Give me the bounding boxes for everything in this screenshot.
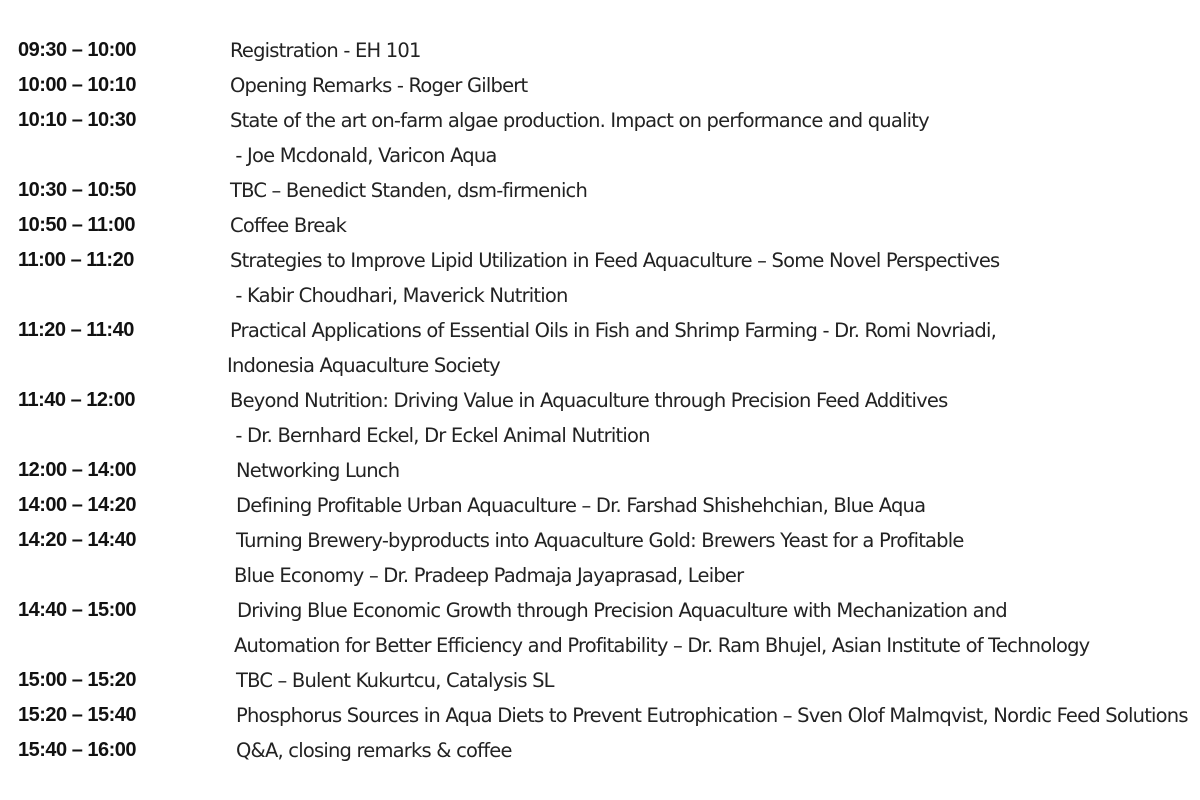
agenda-time: 11:40 – 12:00 <box>18 389 135 411</box>
agenda-session-continuation: Blue Economy – Dr. Pradeep Padmaja Jayaprasad, Leiber <box>234 564 744 587</box>
agenda-session-continuation: - Joe Mcdonald, Varicon Aqua <box>230 144 497 167</box>
agenda-session-title: Strategies to Improve Lipid Utilization in Feed Aquaculture – Some Novel Perspectives <box>230 249 1000 272</box>
agenda-session-title: Registration - EH 101 <box>230 39 421 62</box>
agenda-session-title: Practical Applications of Essential Oils in Fish and Shrimp Farming - Dr. Romi Novriadi, <box>230 319 996 342</box>
agenda-time: 09:30 – 10:00 <box>18 39 137 61</box>
agenda-session-title: State of the art on-farm algae production. Impact on performance and quality <box>230 109 929 132</box>
agenda-time: 10:50 – 11:00 <box>18 214 135 236</box>
agenda-time: 10:00 – 10:10 <box>18 74 137 96</box>
agenda-time: 14:40 – 15:00 <box>18 599 137 621</box>
agenda-time: 10:30 – 10:50 <box>18 179 137 201</box>
agenda-time: 10:10 – 10:30 <box>18 109 137 131</box>
agenda-session-title: Coffee Break <box>230 214 347 237</box>
agenda-session-title: Q&A, closing remarks & coffee <box>236 739 512 762</box>
agenda-session-continuation: Automation for Better Efficiency and Profitability – Dr. Ram Bhujel, Asian Institute of Technology <box>234 634 1090 657</box>
agenda-time: 14:00 – 14:20 <box>18 494 137 516</box>
agenda-session-continuation: Indonesia Aquaculture Society <box>227 354 500 377</box>
agenda-time: 11:00 – 11:20 <box>18 249 134 271</box>
agenda-time: 11:20 – 11:40 <box>18 319 134 341</box>
agenda-session-title: Opening Remarks - Roger Gilbert <box>230 74 528 97</box>
agenda-time: 12:00 – 14:00 <box>18 459 137 481</box>
agenda-session-title: Turning Brewery-byproducts into Aquaculture Gold: Brewers Yeast for a Profitable <box>236 529 964 552</box>
agenda-time: 15:20 – 15:40 <box>18 704 137 726</box>
agenda-session-title: TBC – Benedict Standen, dsm-firmenich <box>230 179 588 202</box>
agenda-session-continuation: - Kabir Choudhari, Maverick Nutrition <box>230 284 568 307</box>
agenda-session-title: Networking Lunch <box>236 459 400 482</box>
agenda-session-title: Phosphorus Sources in Aqua Diets to Prevent Eutrophication – Sven Olof Malmqvist, Nordic Feed Solutions <box>236 704 1188 727</box>
agenda-session-title: Driving Blue Economic Growth through Precision Aquaculture with Mechanization and <box>237 599 1007 622</box>
agenda-session-title: Defining Profitable Urban Aquaculture – Dr. Farshad Shishehchian, Blue Aqua <box>236 494 926 517</box>
agenda-session-title: Beyond Nutrition: Driving Value in Aquaculture through Precision Feed Additives <box>230 389 948 412</box>
agenda-time: 14:20 – 14:40 <box>18 529 137 551</box>
agenda-session-continuation: - Dr. Bernhard Eckel, Dr Eckel Animal Nutrition <box>230 424 650 447</box>
agenda-time: 15:00 – 15:20 <box>18 669 137 691</box>
agenda-time: 15:40 – 16:00 <box>18 739 137 761</box>
agenda-session-title: TBC – Bulent Kukurtcu, Catalysis SL <box>236 669 554 692</box>
